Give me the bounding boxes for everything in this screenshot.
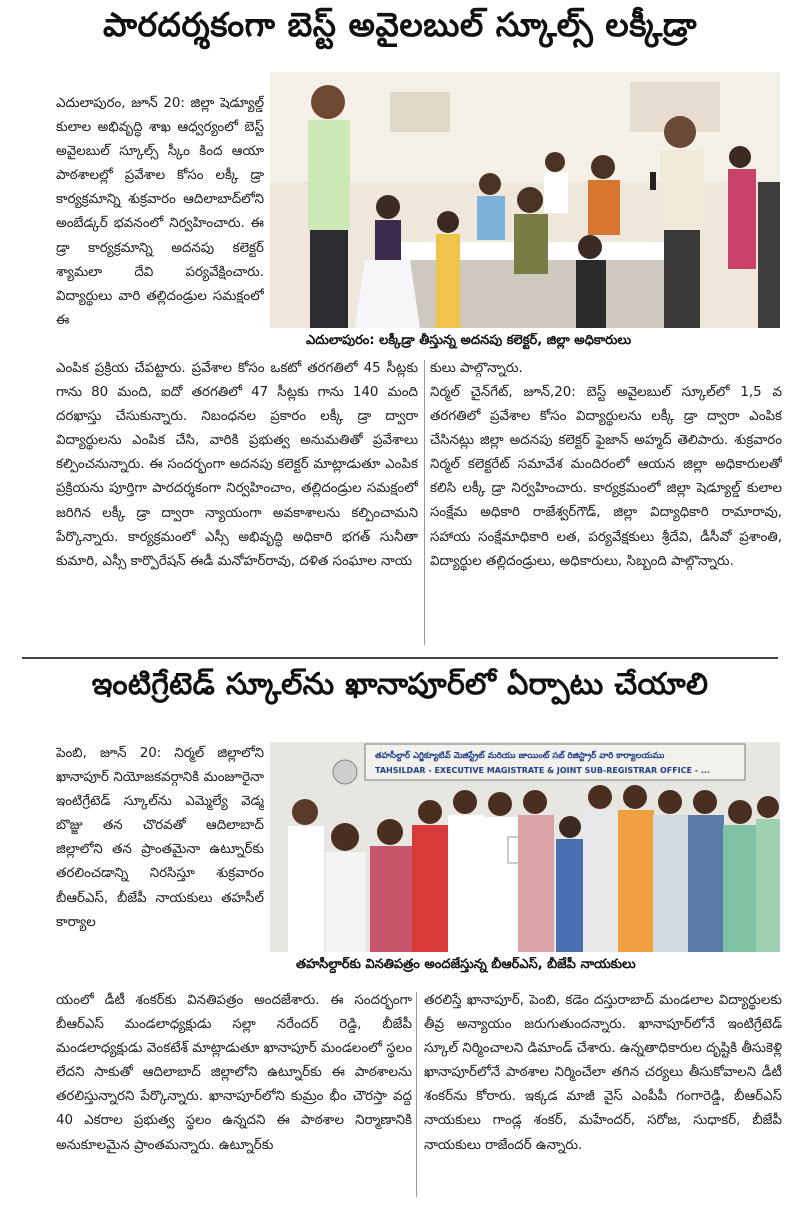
article2-headline: ఇంటిగ్రేటెడ్ స్కూల్‌ను ఖానాపూర్‌లో ఏర్పాటు చేయాలి (91, 667, 709, 702)
article2-column1: పెంబి, జూన్ 20: నిర్మల్ జిల్లాలోని ఖానాపూర్ నియోజకవర్గానికి మంజూరైనా ఇంటిగ్రేటెడ్ స్కూల్‌ను ఎమ్మెల్యే వెడ్మ బొజ్జు తన చొరవతో ఆదిలాబాద్ జిల్లాలోని తన ప్రాంతమైనా ఉట్నూర్‌కు తరలించడాన్ని నిరసిస్తూ శుక్రవారం బీఆర్ఎస్, బీజేపీ నాయకులు తహసీల్ కార్యాల (56, 746, 264, 930)
article1-photo (270, 72, 780, 328)
article1-headline: పారదర్శకంగా బెస్ట్ అవైలబుల్ స్కూల్స్ లక్కీడ్రా (102, 5, 698, 44)
article2-photo-caption: తహసీల్దార్‌కు వినతిపత్రం అందజేస్తున్న బీఆర్ఎస్, బీజేపీ నాయకులు (296, 957, 636, 972)
article2-column2: యంలో డీటీ శంకర్‌కు వినతిపత్రం అందజేశారు. ఈ సందర్భంగా బీఆర్ఎస్ మండలాధ్యక్షుడు సల్లా నరేందర్ రెడ్డి, బీజేపీ మండలాధ్యక్షుడు వెంకటేశ్ మాట్లాడుతూ ఖానాపూర్ మండలంలో స్థలం లేదని సాకుతో ఆదిలాబాద్ జిల్లాలోని ఉట్నూర్‌కు ఈ పాఠశాలను తరలిస్తున్నారని పేర్కొన్నారు. ఖానాపూర్‌లోని కుమ్రం భీం చౌరస్తా వద్ద 40 ఎకరాల ప్రభుత్వ స్థలం ఉన్నదని ఈ పాఠశాల నిర్మాణానికి అనుకూలమైన ప్రాంతమన్నారు. ఉట్నూర్‌కు (56, 993, 412, 1153)
office-sign-telugu: తహసీల్దార్ ఎగ్జిక్యూటివ్ మెజిస్ట్రేట్ మరియు జాయింట్ సబ్ రిజిస్ట్రార్ వారి కార్యాలయము (375, 751, 665, 761)
article2-photo (270, 742, 780, 952)
column-divider (424, 360, 425, 645)
article2-column3: తరలిస్తే ఖానాపూర్, పెంబి, కడెం దస్తురాబాద్ మండలాల విద్యార్థులకు తీవ్ర అన్యాయం జరుగుతుందన్నారు. ఖానాపూర్‌లోనే ఇంటిగ్రేటెడ్ స్కూల్ నిర్మించాలని డిమాండ్ చేశారు. ఉన్నతాధికారుల దృష్టికి తీసుకెళ్లి ఖానాపూర్‌లోనే పాఠశాల నిర్మించేలా తగిన చర్యలు తీసుకోవాలని డీటీ శంకర్‌ను కోరారు. ఇక్కడ మాజీ వైస్ ఎంపీపీ గంగారెడ్డి, బీఆర్ఎస్ నాయకులు గాండ్ల శంకర్, మహేందర్, సరోజ, సుధాకర్, బీజేపీ నాయకులు రాజేందర్ ఉన్నారు. (424, 993, 782, 1153)
article1-column3-brief: నిర్మల్ చైన్‌గేట్, జూన్,20: బెస్ట్ అవైలబుల్ స్కూల్‌లో 1,5 వ తరగతిలో ప్రవేశాల కోసం విద్యార్థులను లక్కీ డ్రా ద్వారా ఎంపిక చేసినట్లు జిల్లా అదనపు కలెక్టర్ ఫైజాన్ అహ్మద్ తెలిపారు. శుక్రవారం నిర్మల్ కలెక్టరేట్ సమావేశ మందిరంలో ఆయన జిల్లా అధికారులతో కలిసి లక్కీ డ్రా నిర్వహించారు. కార్యక్రమంలో జిల్లా షెడ్యూల్డ్ కులాల సంక్షేమ అధికారి రాజేశ్వర్‌గౌడ్, జిల్లా విద్యాధికారి రామారావు, సహాయ సంక్షేమాధికారి లత, పర్యవేక్షకులు శ్రీదేవి, డీసీవో ప్రశాంతి, విద్యార్థుల తల్లిదండ్రులు, అధికారులు, సిబ్బంది పాల్గొన్నారు. (430, 385, 782, 569)
section-divider (22, 657, 778, 659)
article1-column2: ఎంపిక ప్రక్రియ చేపట్టారు. ప్రవేశాల కోసం ఒకటో తరగతిలో 45 సీట్లకు గాను 80 మంది, ఐదో తరగతిలో 47 సీట్లకు గాను 140 మంది దరఖాస్తు చేసుకున్నారు. నిబంధనల ప్రకారం లక్కీ డ్రా ద్వారా విద్యార్థులను ఎంపిక చేసి, వారికి ప్రభుత్వ అనుమతితో ప్రవేశాలు కల్పించనున్నారు. ఈ సందర్భంగా అదనపు కలెక్టర్ మాట్లాడుతూ ఎంపిక ప్రక్రియను పూర్తిగా పారదర్శకంగా నిర్వహించాం, తల్లిదండ్రుల సమక్షంలో జరిగిన లక్కీ డ్రా ద్వారా న్యాయంగా అవకాశాలను కల్పించామని పేర్కొన్నారు. కార్యక్రమంలో ఎస్సీ అభివృద్ధి అధికారి భగత్ సునీతా కుమారి, ఎస్సీ కార్పొరేషన్ ఈడీ మనోహర్‌రావు, దళిత సంఘాల నాయ (56, 361, 418, 569)
office-sign-english: TAHSILDAR - EXECUTIVE MAGISTRATE & JOINT SUB-REGISTRAR OFFICE - ... (375, 766, 710, 775)
lucky-draw-scene (270, 72, 780, 328)
article1-photo-caption: ఎదులాపురం: లక్కీడ్రా తీస్తున్న అదనపు కలెక్టర్, జిల్లా అధికారులు (306, 333, 632, 348)
column-divider-2 (416, 992, 417, 1197)
article1-column3-end: కులు పాల్గొన్నారు. (430, 361, 523, 376)
article1-column1: ఎదులాపురం, జూన్ 20: జిల్లా షెడ్యూల్డ్ కులాల అభివృద్ధి శాఖ ఆధ్వర్యంలో బెస్ట్ అవైలబుల్ స్కూల్స్ స్కీం కింద ఆయా పాఠశాలల్లో ప్రవేశాల కోసం లక్కీ డ్రా కార్యక్రమాన్ని శుక్రవారం ఆదిలాబాద్‌లోని అంబేడ్కర్ భవనంలో నిర్వహించారు. ఈ డ్రా కార్యక్రమాన్ని అదనపు కలెక్టర్ శ్యామలా దేవి పర్యవేక్షించారు. విద్యార్థులు వారి తల్లిదండ్రుల సమక్షంలో ఈ (56, 96, 264, 328)
memorandum-scene (270, 742, 780, 952)
